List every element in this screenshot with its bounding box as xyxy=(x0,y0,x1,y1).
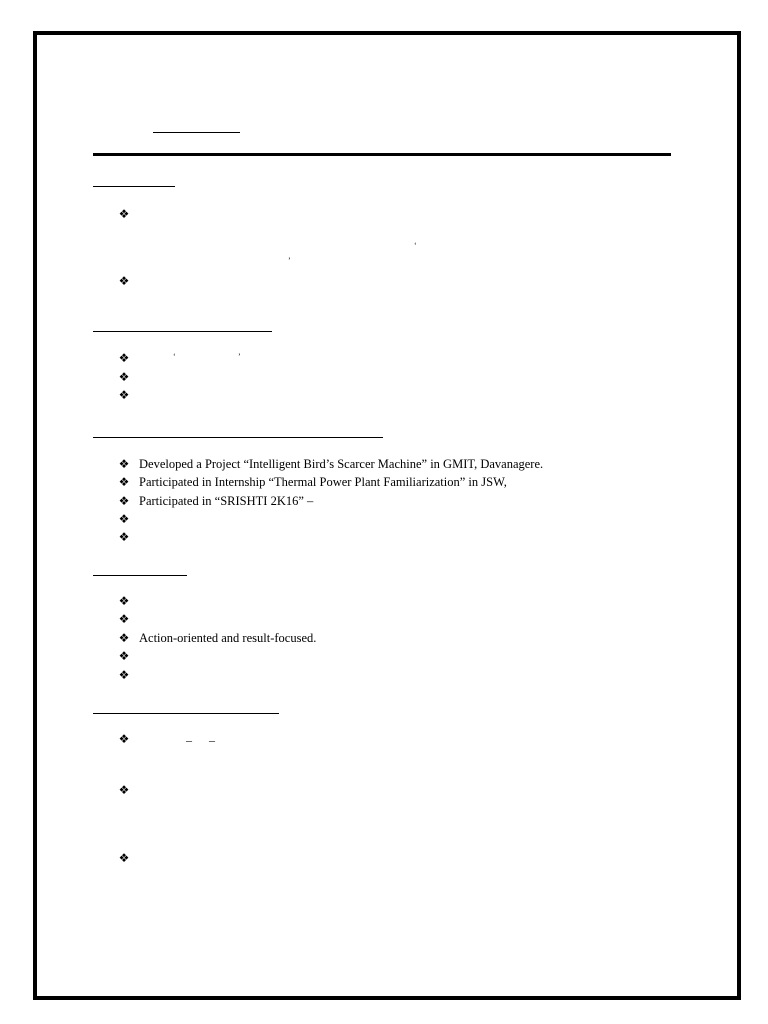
section-2-bullet-1: ❖ xyxy=(118,351,130,365)
project-item-3: Participated in “SRISHTI 2K16” – xyxy=(139,494,314,508)
section-2-close-quote: ’ xyxy=(238,352,241,361)
section-3-heading-underline xyxy=(93,437,383,438)
section-5-bullet-2: ❖ xyxy=(118,783,130,797)
page-border xyxy=(33,31,741,1000)
section-4-heading-underline xyxy=(93,575,187,576)
strength-bullet-4: ❖ xyxy=(118,649,130,663)
project-bullet-3: ❖ xyxy=(118,494,130,508)
strength-item-3: Action-oriented and result-focused. xyxy=(139,631,317,645)
section-5-bullet-3: ❖ xyxy=(118,851,130,865)
section-2-bullet-3: ❖ xyxy=(118,388,130,402)
project-bullet-1: ❖ xyxy=(118,457,130,471)
section-5-dash-1: – xyxy=(186,733,192,747)
section-5-heading-underline xyxy=(93,713,279,714)
project-item-2: Participated in Internship “Thermal Power Plant Familiarization” in JSW, xyxy=(139,475,507,489)
project-bullet-5: ❖ xyxy=(118,530,130,544)
section-5-dash-2: – xyxy=(209,733,215,747)
section-1-heading-underline xyxy=(93,186,175,187)
section-1-open-quote: ‘ xyxy=(414,241,417,250)
strength-bullet-5: ❖ xyxy=(118,668,130,682)
section-2-bullet-2: ❖ xyxy=(118,370,130,384)
section-1-bullet-2: ❖ xyxy=(118,274,130,288)
strength-bullet-1: ❖ xyxy=(118,594,130,608)
section-1-bullet-1: ❖ xyxy=(118,207,130,221)
header-underline xyxy=(153,132,240,133)
project-bullet-4: ❖ xyxy=(118,512,130,526)
strength-bullet-2: ❖ xyxy=(118,612,130,626)
section-5-bullet-1: ❖ xyxy=(118,732,130,746)
project-item-1: Developed a Project “Intelligent Bird’s Scarcer Machine” in GMIT, Davanagere. xyxy=(139,457,544,471)
project-bullet-2: ❖ xyxy=(118,475,130,489)
section-2-open-quote: ‘ xyxy=(173,352,176,361)
strength-bullet-3: ❖ xyxy=(118,631,130,645)
section-1-close-quote: ’ xyxy=(288,256,291,265)
section-2-heading-underline xyxy=(93,331,272,332)
header-rule xyxy=(93,153,671,156)
